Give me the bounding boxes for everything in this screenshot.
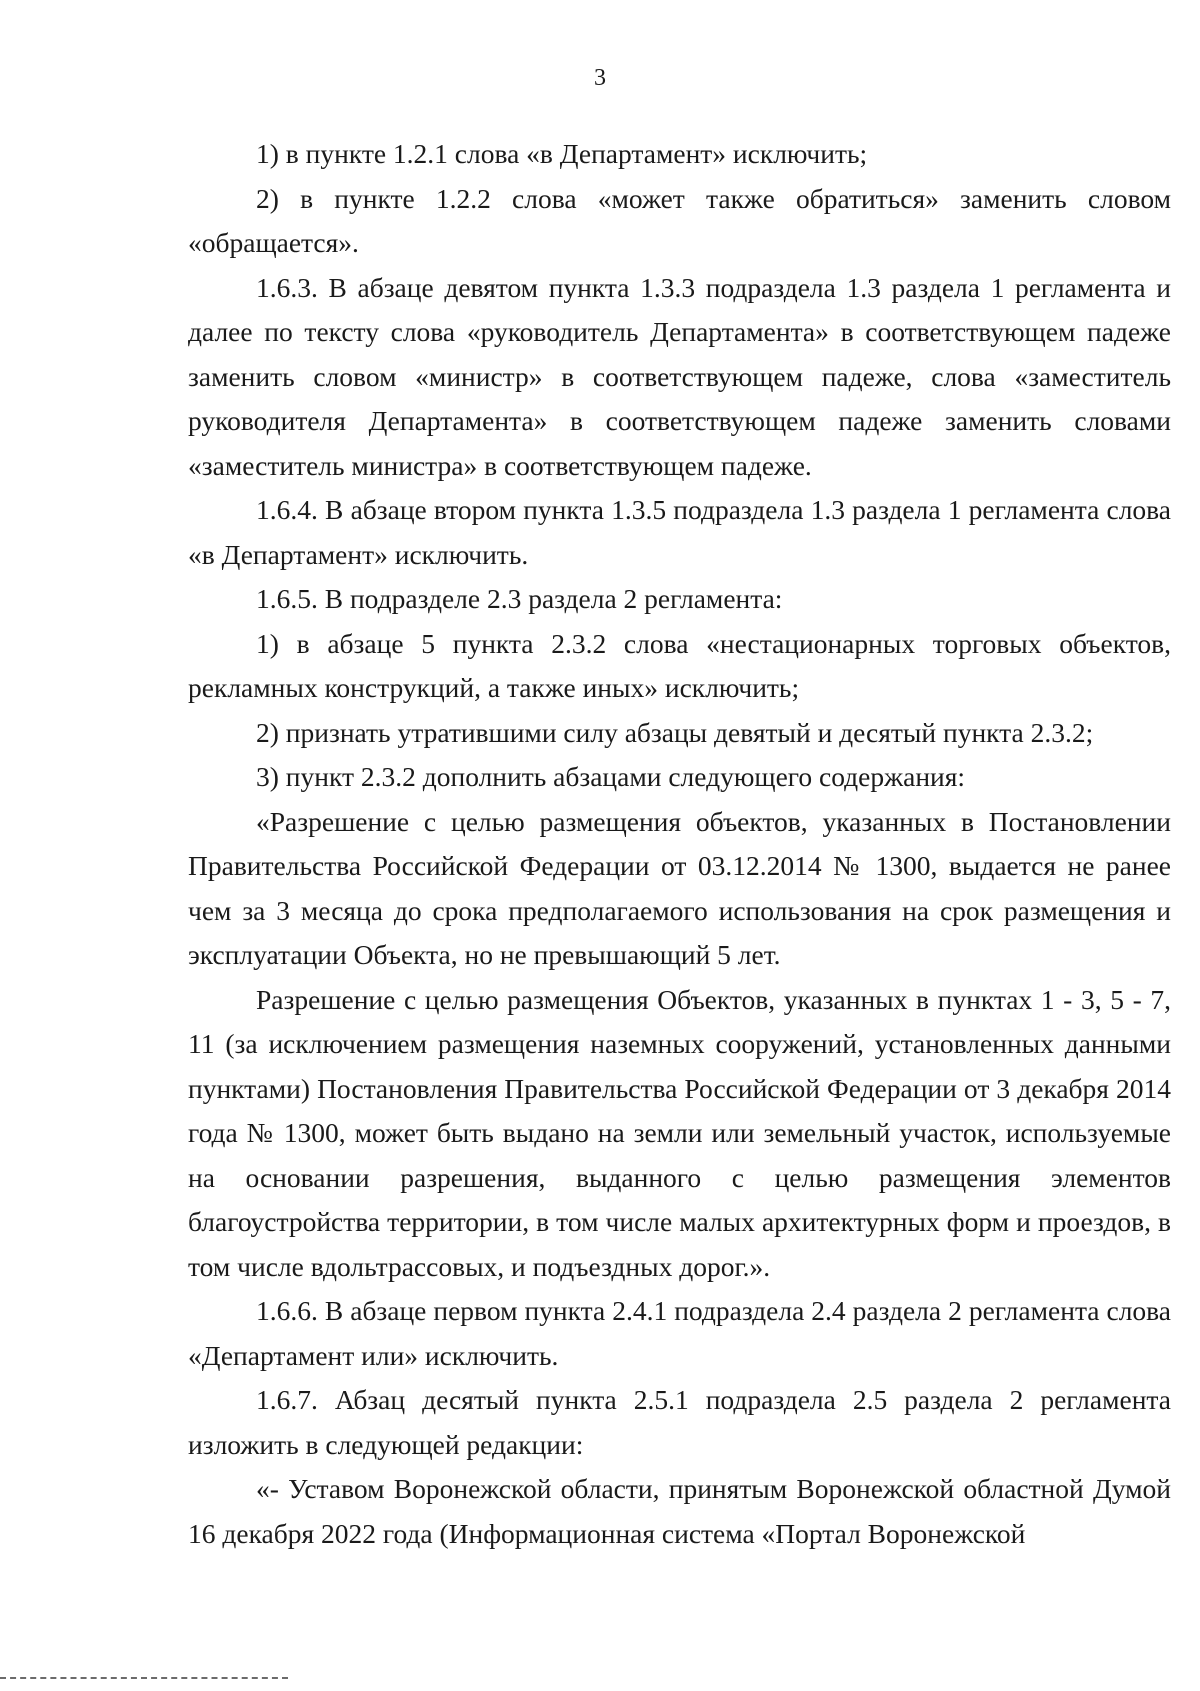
footer-divider: [0, 1677, 288, 1679]
paragraph-quote-permit-2: Разрешение с целью размещения Объектов, указанных в пунктах 1 - 3, 5 - 7, 11 (за исключением размещения наземных сооружений, установленных данными пунктами) Постановления Правительства Российской Федерации от 3 декабря 2014 года № 1300, может быть выдано на земли или земельный участок, используемые на основании разрешения, выданного с целью размещения элементов благоустройства территории, в том числе малых архитектурных форм и проездов, в том числе вдольтрассовых, и подъездных дорог.».: [188, 983, 1171, 1282]
page-number: 3: [594, 65, 606, 91]
paragraph-1-6-6: 1.6.6. В абзаце первом пункта 2.4.1 подраздела 2.4 раздела 2 регламента слова «Департамент или» исключить.: [188, 1295, 1171, 1371]
document-body: [188, 132, 1171, 1556]
paragraph-quote-permit-1: «Разрешение с целью размещения объектов, указанных в Постановлении Правительства Российской Федерации от 03.12.2014 № 1300, выдается не ранее чем за 3 месяца до срока предполагаемого использования на срок размещения и эксплуатации Объекта, но не превышающий 5 лет.: [188, 805, 1171, 970]
paragraph-1-2-1: 1) в пункте 1.2.1 слова «в Департамент» исключить;: [256, 138, 868, 169]
paragraph-quote-charter: «- Уставом Воронежской области, принятым Воронежской областной Думой 16 декабря 2022 года (Информационная система «Портал Воронежской: [188, 1473, 1171, 1549]
paragraph-1-6-5-item-2: 2) признать утратившими силу абзацы девятый и десятый пункта 2.3.2;: [256, 716, 1094, 748]
paragraph-1-6-5-item-3: 3) пункт 2.3.2 дополнить абзацами следующего содержания:: [256, 761, 966, 792]
paragraph-1-6-4: 1.6.4. В абзаце втором пункта 1.3.5 подраздела 1.3 раздела 1 регламента слова «в Департамент» исключить.: [188, 494, 1171, 570]
paragraph-1-6-3: 1.6.3. В абзаце девятом пункта 1.3.3 подраздела 1.3 раздела 1 регламента и далее по тексту слова «руководитель Департамента» в соответствующем падеже заменить словом «министр» в соответствующем падеже, слова «заместитель руководителя Департамента» в соответствующем падеже заменить словами «заместитель министра» в соответствующем падеже.: [188, 271, 1171, 481]
paragraph-1-6-5-item-1: 1) в абзаце 5 пункта 2.3.2 слова «нестационарных торговых объектов, рекламных конструкций, а также иных» исключить;: [188, 627, 1171, 703]
paragraph-1-6-5: 1.6.5. В подразделе 2.3 раздела 2 регламента:: [256, 583, 783, 614]
paragraph-1-2-2: 2) в пункте 1.2.2 слова «может также обратиться» заменить словом «обращается».: [188, 182, 1171, 258]
paragraph-1-6-7: 1.6.7. Абзац десятый пункта 2.5.1 подраздела 2.5 раздела 2 регламента изложить в следующей редакции:: [188, 1384, 1171, 1460]
